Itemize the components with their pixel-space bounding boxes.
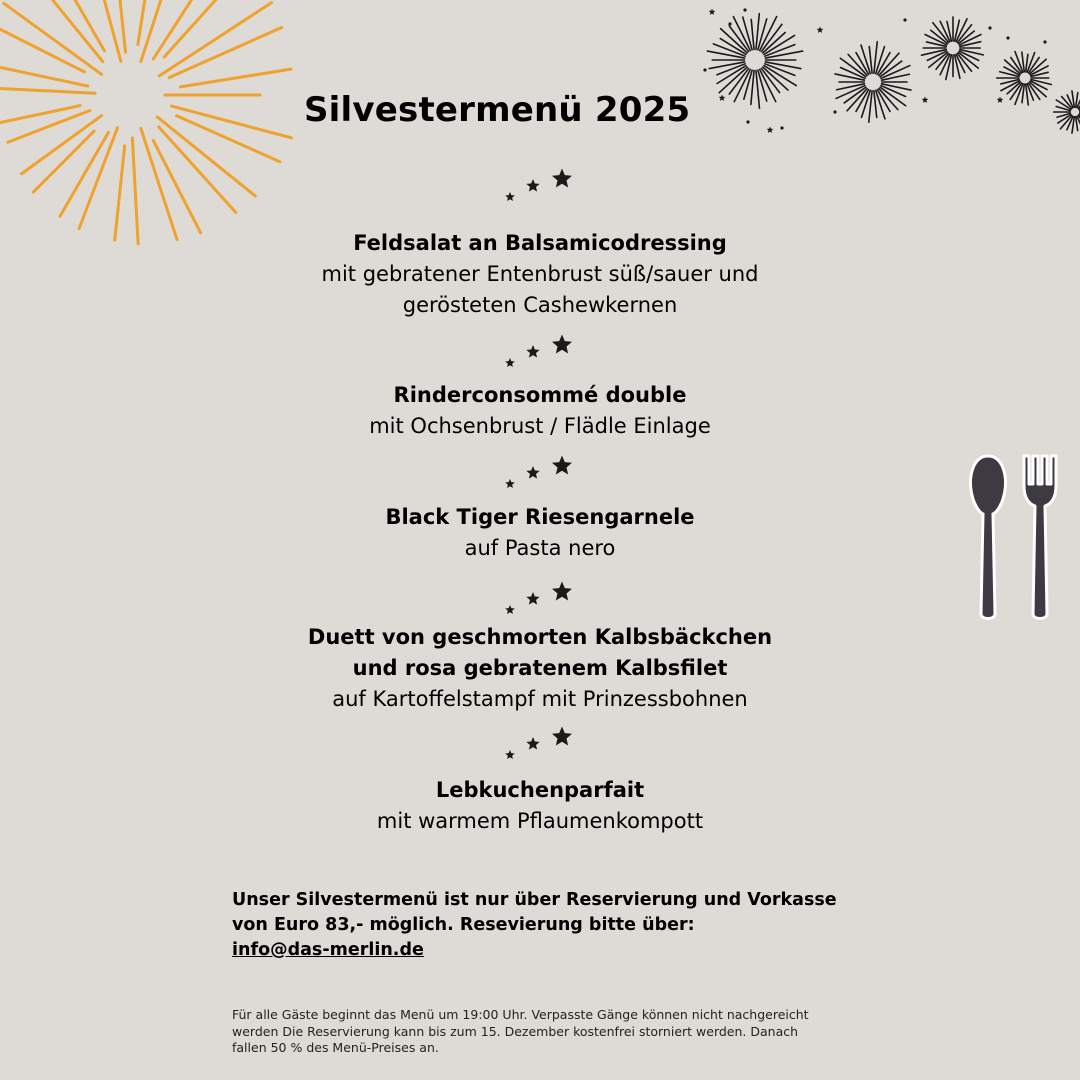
stars-icon bbox=[500, 168, 576, 202]
course-3 bbox=[0, 502, 1080, 564]
stars-icon bbox=[500, 581, 576, 615]
course-description: mit warmem Pflaumenkompott bbox=[376, 809, 704, 833]
fork-icon bbox=[1024, 456, 1056, 619]
fine-print: Für alle Gäste beginnt das Menü um 19:00 Uhr. Verpasste Gänge können nicht nachgereicht werden Die Reservierung kann bis zum 15. Dezember kostenfrei storniert werden. Danach fallen 50 % des Menü-Preises an. bbox=[232, 1007, 809, 1055]
reservation-text: Unser Silvestermenü ist nur über Reservierung und Vorkasse von Euro 83,- möglich. Resevierung bitte über: bbox=[232, 890, 837, 935]
stars-icon bbox=[500, 334, 576, 368]
course-description: mit gebratener Entenbrust süß/sauer und gerösteten Cashewkernen bbox=[321, 262, 759, 317]
course-1 bbox=[0, 228, 1080, 321]
page-title: Silvestermenü 2025 bbox=[304, 90, 691, 130]
course-4 bbox=[0, 622, 1080, 715]
course-description: mit Ochsenbrust / Flädle Einlage bbox=[369, 414, 711, 438]
spoon-icon bbox=[971, 456, 1006, 619]
reservation-notice bbox=[232, 888, 872, 963]
course-name: Feldsalat an Balsamicodressing bbox=[353, 231, 727, 255]
course-name: Rinderconsommé double bbox=[393, 383, 687, 407]
course-5 bbox=[0, 775, 1080, 837]
course-name: Duett von geschmorten Kalbsbäckchen und rosa gebratenem Kalbsfilet bbox=[307, 625, 773, 680]
stars-icon bbox=[500, 455, 576, 489]
course-description: auf Kartoffelstampf mit Prinzessbohnen bbox=[332, 687, 748, 711]
course-description: auf Pasta nero bbox=[464, 536, 616, 560]
course-2 bbox=[0, 380, 1080, 442]
cutlery-icon bbox=[965, 452, 1065, 627]
course-name: Black Tiger Riesengarnele bbox=[385, 505, 695, 529]
stars-icon bbox=[500, 726, 576, 760]
course-name: Lebkuchenparfait bbox=[435, 778, 645, 802]
email-link[interactable]: info@das-merlin.de bbox=[232, 940, 424, 960]
